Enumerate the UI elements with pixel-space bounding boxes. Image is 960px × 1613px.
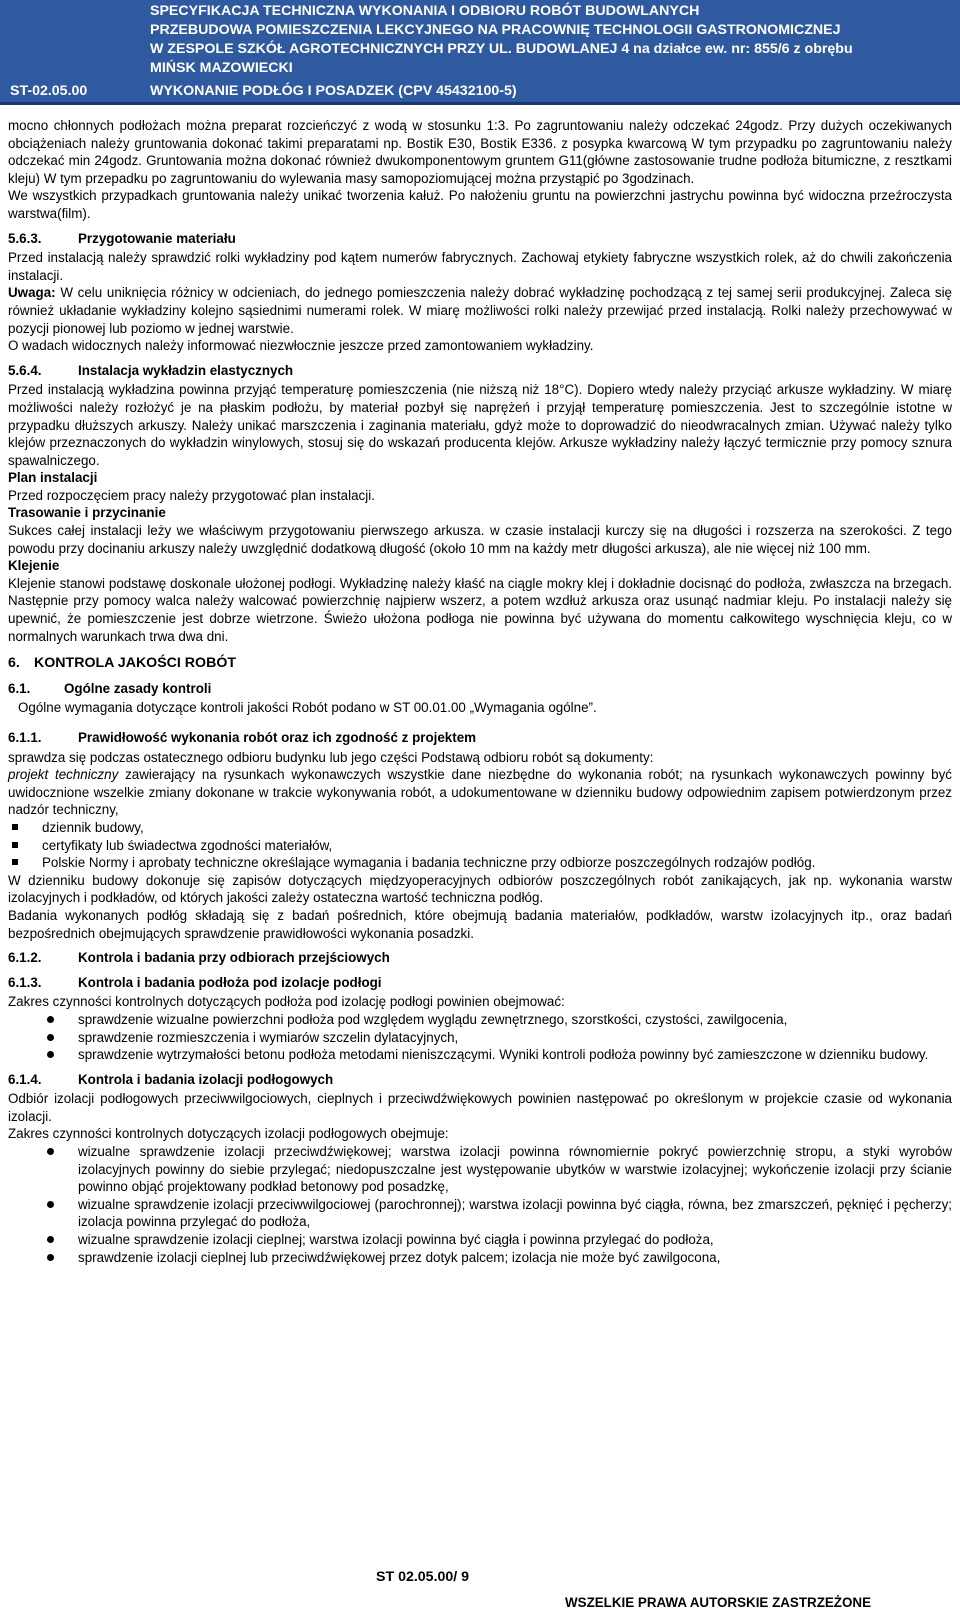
section-number: 6.1. [8, 680, 31, 696]
klejenie-text: Klejenie stanowi podstawę doskonale ułożonej podłogi. Wykładzinę należy kłaść na ciągle mokry klej i dokładnie docisnąć do podłoża, zwłaszcza na brzegach. Następnie przy pomocy walca należy walcować powierzchnię najpierw wszerz, a potem wzdłuż arkusza oraz usunąć nadmiar kleju. Po instalacji należy się upewnić, że pomieszczenie jest dobrze wietrzone. Świeżo ułożona podłoga nie powinna być używana do momentu całkowitego wyschnięcia kleju, co w normalnych warunkach trwa dwa dni. [8, 575, 952, 644]
section-6-1-4-heading [8, 1071, 952, 1089]
note-text: W celu uniknięcia różnicy w odcieniach, do jednego pomieszczenia należy dobrać wykładzinę pochodzącą z tej samej serii produkcyjnej. Zaleca się również układanie wykładziny kolejno sąsiednimi numerami rolek. W miarę możliwości rolki należy przewijać przed instalacją. Rolki należy przechowywać w pozycji pionowej lub poziomo w jednej warstwie. [8, 285, 952, 336]
list-item: wizualne sprawdzenie izolacji przeciwdźwiękowej; warstwa izolacji powinna równomiernie pokryć powierzchnię stropu, a styki wyrobów izolacyjnych powinny do siebie przylegać; niedopuszczalne jest występowanie ubytków w warstwie izolacyjnej; wykończenie izolacji przy ścianie powinno objąć projektowany podkład betonowy pod posadzkę, [8, 1143, 952, 1196]
list-item: certyfikaty lub świadectwa zgodności materiałów, [8, 837, 952, 855]
list-item: Polskie Normy i aprobaty techniczne określające wymagania i badania techniczne przy odbiorze poszczególnych rodzajów podłóg. [8, 854, 952, 872]
section-6-1-heading [8, 680, 952, 698]
section-title: Prawidłowość wykonania robót oraz ich zgodność z projektem [78, 730, 477, 745]
document-body [8, 117, 952, 1266]
intro-paragraph-2: We wszystkich przypadkach gruntowania należy unikać tworzenia kałuż. Po nałożeniu gruntu na powierzchni jastrychu powinna być widoczna przeźroczysta warstwa(film). [8, 188, 952, 221]
section-5-6-4-heading [8, 362, 952, 380]
list-item: sprawdzenie rozmieszczenia i wymiarów szczelin dylatacyjnych, [8, 1029, 952, 1047]
s61-text: Ogólne wymagania dotyczące kontroli jakości Robót podano w ST 00.01.00 „Wymagania ogólne”. [18, 700, 597, 716]
spec-code: ST-02.05.00 [10, 83, 88, 99]
section-number: 6.1.2. [8, 950, 42, 966]
section-title: Kontrola i badania przy odbiorach przejściowych [78, 950, 390, 966]
header-line-2: PRZEBUDOWA POMIESZCZENIA LEKCYJNEGO NA PRACOWNIĘ TECHNOLOGII GASTRONOMICZNEJ [150, 22, 841, 38]
header-line-1: SPECYFIKACJA TECHNICZNA WYKONANIA I ODBIORU ROBÓT BUDOWLANYCH [150, 3, 700, 19]
list-item: wizualne sprawdzenie izolacji przeciwwilgociowej (parochronnej); warstwa izolacji powinna być ciągła, równa, bez zmarszczeń, pęknięć i pęcherzy; izolacja powinna przylegać do podłoża, [8, 1196, 952, 1231]
s611-paragraph-4: Badania wykonanych podłóg składają się z badań pośrednich, które obejmują badania materiałów, podkładów, warstw izolacyjnych itp., oraz badań bezpośrednich obejmujących sprawdzenie prawidłowości wykonania posadzki. [8, 907, 952, 941]
documents-list [8, 819, 952, 872]
section-number: 6.1.3. [8, 974, 42, 990]
intro-paragraph-1: mocno chłonnych podłożach można preparat rozcieńczyć z wodą w stosunku 1:3. Po zagruntowaniu należy odczekać 24godz. Przy dużych oczekiwanych obciążeniach należy gruntowania dokonać takimi preparatami np. Bostik E30, Bostik E336. z posypka kwarcową W tym przypadku po zagruntowaniu należy odczekać min 24godz. Gruntowania można dokonać również dwukomponentowym gruntem G11(główne zastosowanie trudne podłoża bitumiczne, z resztkami kleju) W tym przepadku po zagruntowaniu do wylewania masy samopoziomującej można przystąpić po 3godzinach. [8, 118, 952, 186]
section-number: 6. [8, 655, 20, 672]
header-line-4: MIŃSK MAZOWIECKI [150, 60, 293, 76]
spec-subtitle: WYKONANIE PODŁÓG I POSADZEK (CPV 45432100-5) [150, 83, 517, 99]
insulation-checks-list [8, 1143, 952, 1266]
substrate-checks-list [8, 1011, 952, 1064]
section-number: 6.1.1. [8, 730, 42, 745]
s614-paragraph-2: Zakres czynności kontrolnych dotyczących izolacji podłogowych obejmuje: [8, 1126, 449, 1142]
section-6-1-2-heading [8, 949, 952, 967]
italic-term: projekt techniczny [8, 767, 119, 783]
list-item: wizualne sprawdzenie izolacji cieplnej; warstwa izolacji powinna być ciągła i powinna przylegać do podłoża, [8, 1231, 952, 1249]
page-number: ST 02.05.00/ 9 [376, 1569, 470, 1585]
section-6-1-3-heading [8, 974, 952, 992]
plan-title: Plan instalacji [8, 470, 98, 486]
section-6-1-1-heading [8, 729, 952, 747]
section-title: Kontrola i badania podłoża pod izolacje podłogi [78, 974, 382, 990]
section-6-heading [8, 655, 952, 673]
s563-paragraph-3: O wadach widocznych należy informować niezwłocznie jeszcze przed zamontowaniem wykładziny. [8, 338, 594, 354]
s613-intro: Zakres czynności kontrolnych dotyczących podłoża pod izolację podłogi powinien obejmować: [8, 994, 565, 1010]
section-title: Kontrola i badania izolacji podłogowych [78, 1071, 334, 1087]
document-header [0, 0, 960, 102]
list-item: sprawdzenie izolacji cieplnej lub przeciwdźwiękowej przez dotyk palcem; izolacja nie może być zawilgocona, [8, 1249, 952, 1267]
s563-paragraph-2 [8, 284, 952, 337]
s564-paragraph-1: Przed instalacją wykładzina powinna przyjąć temperaturę pomieszczenia (nie niższą niż 18°C). Dopiero wtedy należy przyciąć arkusze wykładziny. W miarę możliwości należy rozłożyć je na płaskim podłożu, by materiał pozbył się naprężeń i przyjął temperaturę pomieszczenia. Jest to szczególnie istotne w przypadku dłuższych arkuszy. Należy unikać marszczenia i zaginania materiału, gdyż może to doprowadzić do nieodwracalnych zmian. Używać należy tylko klejów przeznaczonych do wykładzin winylowych, stosuj się do wskazań producenta klejów. Arkusze wykładziny należy łączyć termicznie przy pomocy sznura spawalniczego. [8, 382, 952, 468]
list-item: dziennik budowy, [8, 819, 952, 837]
plan-text: Przed rozpoczęciem pracy należy przygotować plan instalacji. [8, 487, 375, 503]
header-rule [0, 102, 960, 105]
list-item: sprawdzenie wytrzymałości betonu podłoża metodami nieniszczącymi. Wyniki kontroli podłoża powinny być zamieszczone w dzienniku budowy. [8, 1046, 952, 1064]
s611-paragraph-1: sprawdza się podczas ostatecznego odbioru budynku lub jego części Podstawą odbioru robót są dokumenty: [8, 749, 654, 765]
section-number: 5.6.4. [8, 362, 42, 378]
trasowanie-text: Sukces całej instalacji leży we właściwym przygotowaniu pierwszego arkusza. w czasie instalacji kurczy się na długości i rozszerza na szerokości. Z tego powodu przy docinaniu arkuszy należy uwzględnić dodatkową długość (około 10 mm na każdy metr długości arkusza), ale nie więcej niż 100 mm. [8, 523, 952, 556]
s611-paragraph-2 [8, 766, 952, 819]
section-number: 5.6.3. [8, 230, 42, 246]
note-label: Uwaga: [8, 285, 56, 301]
section-title: Instalacja wykładzin elastycznych [78, 362, 294, 378]
klejenie-title: Klejenie [8, 558, 60, 574]
s563-paragraph-1: Przed instalacją należy sprawdzić rolki wykładziny pod kątem numerów fabrycznych. Zachowaj etykiety fabryczne wszystkich rolek, aż do chwili zakończenia instalacji. [8, 250, 952, 283]
list-item: sprawdzenie wizualne powierzchni podłoża pod względem wyglądu zewnętrznego, szorstkości, czystości, zawilgocenia, [8, 1011, 952, 1029]
section-title: Przygotowanie materiału [78, 230, 236, 246]
section-title: Ogólne zasady kontroli [64, 680, 212, 696]
paragraph-text: zawierający na rysunkach wykonawczych wszystkie dane niezbędne do wykonania robót; na rysunkach wykonawczych powinny być uwidocznione wszelkie zmiany dokonane w trakcie wykonywania robót, a udokumentowane w dzienniku budowy odpowiednim zapisem potwierdzonym przez nadzór techniczny, [8, 767, 952, 818]
section-5-6-3-heading [8, 230, 952, 248]
header-line-3: W ZESPOLE SZKÓŁ AGROTECHNICZNYCH PRZY UL. BUDOWLANEJ 4 na działce ew. nr: 855/6 z obrębu [150, 41, 853, 57]
s614-paragraph-1: Odbiór izolacji podłogowych przeciwwilgociowych, cieplnych i przeciwdźwiękowych powinien następować po określonym w projekcie czasie od wykonania izolacji. [8, 1091, 952, 1124]
copyright-notice: WSZELKIE PRAWA AUTORSKIE ZASTRZEŻONE [565, 1595, 872, 1610]
trasowanie-title: Trasowanie i przycinanie [8, 505, 166, 521]
section-number: 6.1.4. [8, 1071, 42, 1087]
s611-paragraph-3: W dzienniku budowy dokonuje się zapisów dotyczących międzyoperacyjnych odbiorów poszczególnych robót zanikających, jak np. wykonania warstw izolacyjnych i podkładów, od których jakości zależy ostateczna wartość techniczna podłóg. [8, 872, 952, 906]
section-title: KONTROLA JAKOŚCI ROBÓT [34, 655, 237, 672]
